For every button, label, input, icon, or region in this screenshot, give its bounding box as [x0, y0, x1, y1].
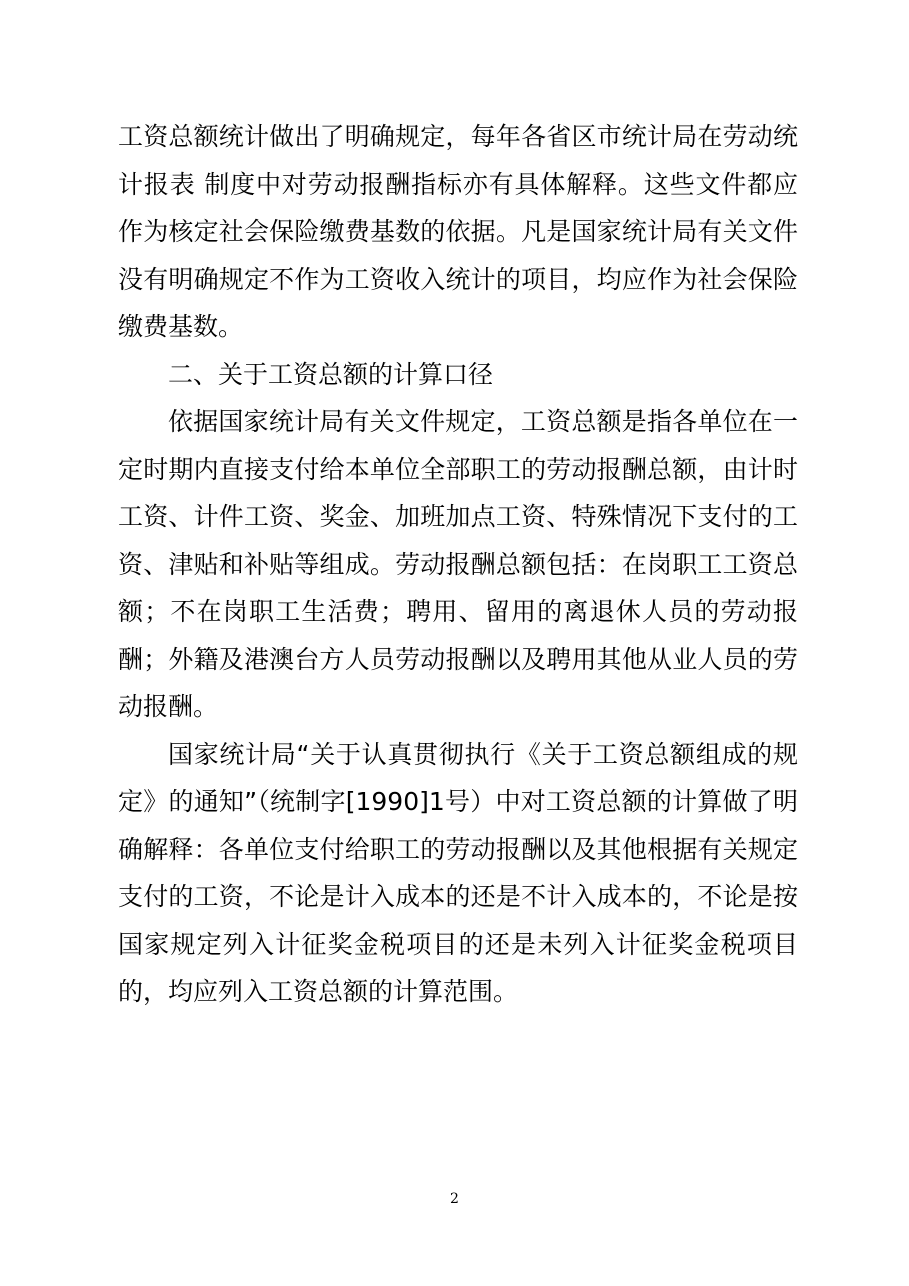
page-number: 2: [450, 1191, 459, 1207]
paragraph-bureau-notice: 国家统计局“关于认真贯彻执行《关于工资总额组成的规定》的通知”（统制字[1990]1号）中对工资总额的计算做了明确解释：各单位支付给职工的劳动报酬以及其他根据有关规定支付的工资，不论是计入成本的还是不计入成本的，不论是按国家规定列入计征奖金税项目的还是未列入计征奖金税项目的，均应列入工资总额的计算范围。: [118, 739, 798, 1006]
document-body: [118, 113, 798, 1016]
paragraph-wage-definition: 依据国家统计局有关文件规定，工资总额是指各单位在一定时期内直接支付给本单位全部职工的劳动报酬总额，由计时工资、计件工资、奖金、加班加点工资、特殊情况下支付的工资、津贴和补贴等组成。劳动报酬总额包括：在岗职工工资总额；不在岗职工生活费；聘用、留用的离退休人员的劳动报酬；外籍及港澳台方人员劳动报酬以及聘用其他从业人员的劳动报酬。: [118, 407, 798, 721]
section-heading-wage-scope: 二、关于工资总额的计算口径: [168, 359, 494, 389]
paragraph-statistics-basis: 工资总额统计做出了明确规定，每年各省区市统计局在劳动统计报表 制度中对劳动报酬指标亦有具体解释。这些文件都应作为核定社会保险缴费基数的依据。凡是国家统计局有关文件没有明确规定不作为工资收入统计的项目，均应作为社会保险缴费基数。: [118, 122, 798, 341]
